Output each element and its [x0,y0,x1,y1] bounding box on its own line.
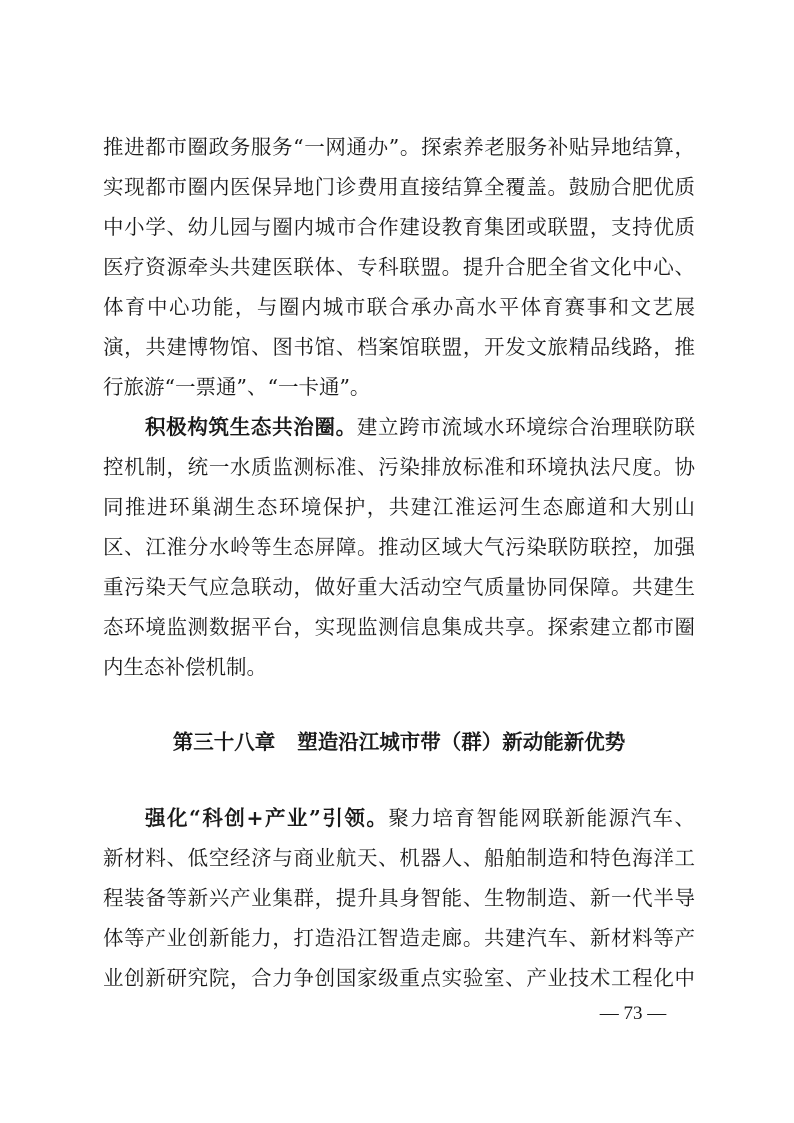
paragraph3-line-3: 程装备等新兴产业集群，提升具身智能、生物制造、新一代半导 [103,886,695,910]
chapter-title: 塑造沿江城市带（群）新动能新优势 [297,730,626,754]
paragraph3-bold-lead: 强化“科创+产业”引领。 [145,806,389,830]
paragraph2-line-7: 内生态补偿机制。 [103,655,267,679]
paragraph2-line-1 [145,407,695,447]
chapter-heading [103,722,695,762]
paragraph1-line-4: 医疗资源牵头共建医联体、专科联盟。提升合肥全省文化中心、 [103,255,695,279]
paragraph2-line-3: 同推进环巢湖生态环境保护，共建江淮运河生态廊道和大别山 [103,495,695,519]
paragraph2-bold-lead: 积极构筑生态共治圈。 [145,415,357,439]
paragraph1-line-3: 中小学、幼儿园与圈内城市合作建设教育集团或联盟，支持优质 [103,215,695,239]
paragraph3-first-line-rest: 聚力培育智能网联新能源汽车、 [388,806,695,830]
paragraph1-line-5: 体育中心功能，与圈内城市联合承办高水平体育赛事和文艺展 [103,295,695,319]
paragraph3-line-4: 体等产业创新能力，打造沿江智造走廊。共建汽车、新材料等产 [103,926,695,950]
page-number: — 73 — [599,1003,667,1024]
paragraph2-line-6: 态环境监测数据平台，实现监测信息集成共享。探索建立都市圈 [103,615,695,639]
paragraph1-line-6: 演，共建博物馆、图书馆、档案馆联盟，开发文旅精品线路，推 [103,335,695,359]
paragraph3-line-5: 业创新研究院，合力争创国家级重点实验室、产业技术工程化中 [103,966,695,990]
paragraph2-line-2: 控机制，统一水质监测标准、污染排放标准和环境执法尺度。协 [103,455,695,479]
paragraph2-line-5: 重污染天气应急联动，做好重大活动空气质量协同保障。共建生 [103,575,695,599]
paragraph3-line-2: 新材料、低空经济与商业航天、机器人、船舶制造和特色海洋工 [103,846,695,870]
paragraph3-line-1 [145,798,695,838]
paragraph2-first-line-rest: 建立跨市流域水环境综合治理联防联 [356,415,696,439]
paragraph1-line-1: 推进都市圈政务服务“一网通办”。探索养老服务补贴异地结算， [103,135,695,159]
chapter-number: 第三十八章 [172,730,276,754]
paragraph1-line-7: 行旅游“一票通”、“一卡通”。 [103,375,371,399]
paragraph1-line-2: 实现都市圈内医保异地门诊费用直接结算全覆盖。鼓励合肥优质 [103,175,695,199]
paragraph2-line-4: 区、江淮分水岭等生态屏障。推动区域大气污染联防联控，加强 [103,535,695,559]
